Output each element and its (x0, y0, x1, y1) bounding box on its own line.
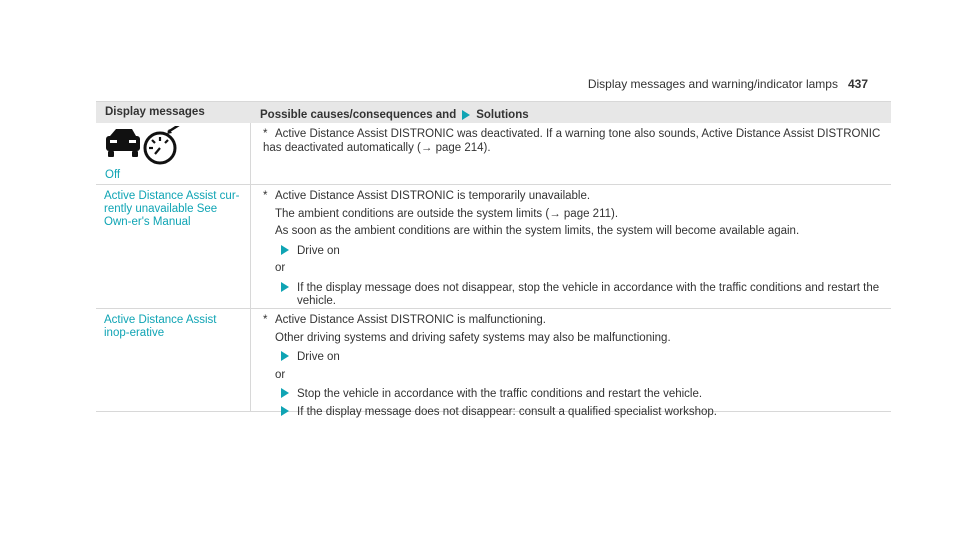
running-head (588, 77, 868, 91)
solution-step: If the display message does not disappear: consult a qualified specialist workshop. (281, 406, 881, 420)
table-row (96, 185, 891, 309)
running-head-title: Display messages and warning/indicator lamps (587, 77, 838, 91)
message-inoperative: Active Distance Assist inop-erative (104, 314, 217, 339)
message-unavailable: Active Distance Assist cur-rently unavailable See Own-er's Manual (104, 190, 240, 228)
message-cell (96, 309, 251, 411)
or-text: or (275, 368, 286, 381)
cause-line: Other driving systems and driving safety systems may also be malfunctioning. (275, 331, 671, 344)
message-cell (96, 123, 251, 184)
solution-arrow-icon (462, 110, 470, 120)
table-header (96, 102, 891, 123)
distronic-off-icon (104, 126, 180, 168)
step-arrow-icon (281, 351, 297, 361)
col-causes-label: Possible causes/consequences and (260, 108, 457, 121)
col-display-messages: Display messages (105, 106, 205, 118)
cause-line: As soon as the ambient conditions are within the system limits, the system will become available again. (275, 225, 800, 237)
cause-line: * Active Distance Assist DISTRONIC is temporarily unavailable. (263, 190, 591, 202)
message-cell (96, 185, 251, 308)
or-text: or (275, 262, 286, 274)
step-arrow-icon (281, 282, 297, 292)
page-number: 437 (847, 77, 868, 91)
solution-step: Stop the vehicle in accordance with the traffic conditions and restart the vehicle. (281, 388, 881, 402)
message-off: Off (105, 169, 121, 181)
step-arrow-icon (281, 245, 297, 255)
causes-cell (251, 123, 891, 184)
messages-table (96, 101, 891, 418)
table-row (96, 309, 891, 418)
solution-step: Drive on (281, 351, 881, 365)
solution-step: If the display message does not disappear, stop the vehicle in accordance with the traffic conditions and restart the vehicle. (281, 282, 881, 309)
step-arrow-icon (281, 406, 297, 416)
causes-cell (251, 309, 891, 418)
cause-line: * Active Distance Assist DISTRONIC was deactivated. If a warning tone also sounds, Active Distance Assist DISTRONIC has deactivated automatically (→ page 214). (263, 128, 881, 154)
step-arrow-icon (281, 388, 297, 398)
solution-step: Drive on (281, 245, 881, 259)
col-solutions-label: Solutions (476, 108, 529, 121)
cause-line: * Active Distance Assist DISTRONIC is malfunctioning. (263, 314, 546, 326)
causes-cell (251, 185, 891, 308)
col-causes-solutions (251, 102, 891, 123)
cause-line: The ambient conditions are outside the system limits (→ page 211). (275, 207, 619, 220)
table-row (96, 123, 891, 185)
